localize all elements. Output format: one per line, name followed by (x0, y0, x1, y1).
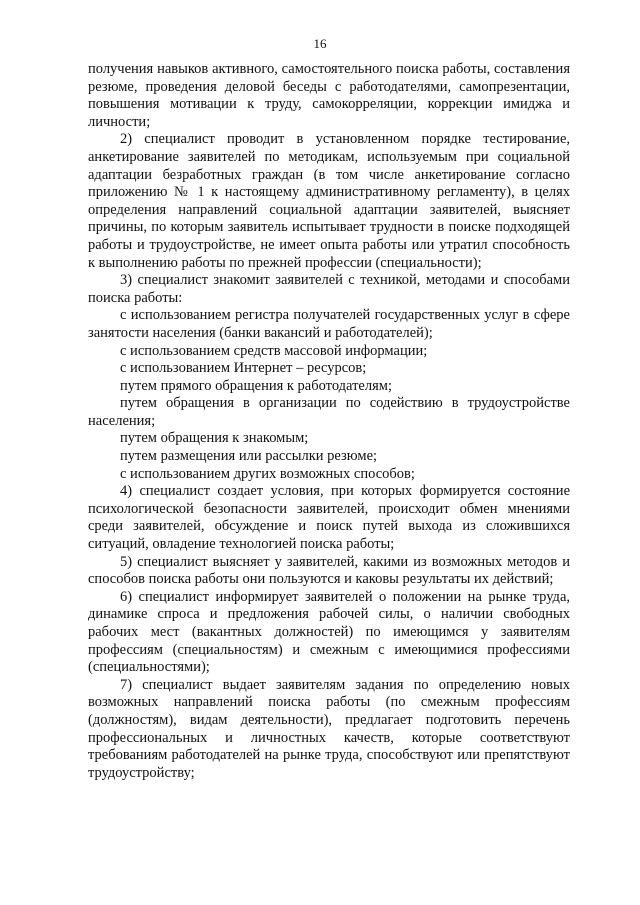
paragraph-continuation: получения навыков активного, самостоятельного поиска работы, составления резюме, проведения деловой беседы с работодателями, самопрезентации, повышения мотивации к труду, самокорреляции, коррекции имиджа и личности; (88, 61, 570, 130)
paragraph-item-4: 4) специалист создает условия, при которых формируется состояние психологической безопасности заявителей, происходит обмен мнениями среди заявителей, обсуждение и поиск путей выхода из сложившихся ситуаций, овладение технологией поиска работы; (88, 483, 570, 553)
paragraph-item-5: 5) специалист выясняет у заявителей, какими из возможных методов и способов поиска работы они пользуются и каковы результаты их действий; (88, 553, 570, 588)
method-other: с использованием других возможных способов; (120, 465, 415, 482)
paragraph-item-6: 6) специалист информирует заявителей о положении на рынке труда, динамике спроса и предложения рабочей силы, о наличии свободных рабочих мест (вакантных должностей) по имеющимся у заявителям профессиям (специальностям) и смежным с имеющимися профессиями (специальностями); (88, 588, 570, 676)
paragraph-item-2: 2) специалист проводит в установленном порядке тестирование, анкетирование заявителей по методикам, используемым при социальной адаптации безработных граждан (в том числе анкетирование согласно приложению № 1 к настоящему административному регламенту), в целях определения направлений социальной адаптации заявителей, выясняет причины, по которым заявитель испытывает трудности в поиске подходящей работы и трудоустройстве, не имеет опыта работы или утратил способность к выполнению работы по прежней профессии (специальности); (88, 131, 570, 271)
page-number: 16 (313, 36, 327, 51)
method-mass-media: с использованием средств массовой информации; (120, 342, 428, 359)
method-resume: путем размещения или рассылки резюме; (120, 448, 378, 465)
method-acquaintances: путем обращения к знакомым; (120, 430, 309, 447)
method-employers: путем прямого обращения к работодателям; (120, 377, 392, 394)
body-text (88, 61, 570, 782)
paragraph-item-3: 3) специалист знакомит заявителей с техникой, методами и способами поиска работы: (88, 272, 570, 306)
method-registry: с использованием регистра получателей государственных услуг в сфере занятости населения (банки вакансий и работодателей); (88, 307, 570, 341)
method-organizations: путем обращения в организации по содействию в трудоустройстве населения; (88, 395, 570, 429)
paragraph-item-7: 7) специалист выдает заявителям задания по определению новых возможных направлений поиска работы (по смежным профессиям (должностям), видам деятельности), предлагает подготовить перечень профессиональных и личностных качеств, которые соответствуют требованиям работодателей на рынке труда, способствуют или препятствуют трудоустройству; (88, 676, 570, 781)
method-internet: с использованием Интернет – ресурсов; (120, 360, 367, 377)
